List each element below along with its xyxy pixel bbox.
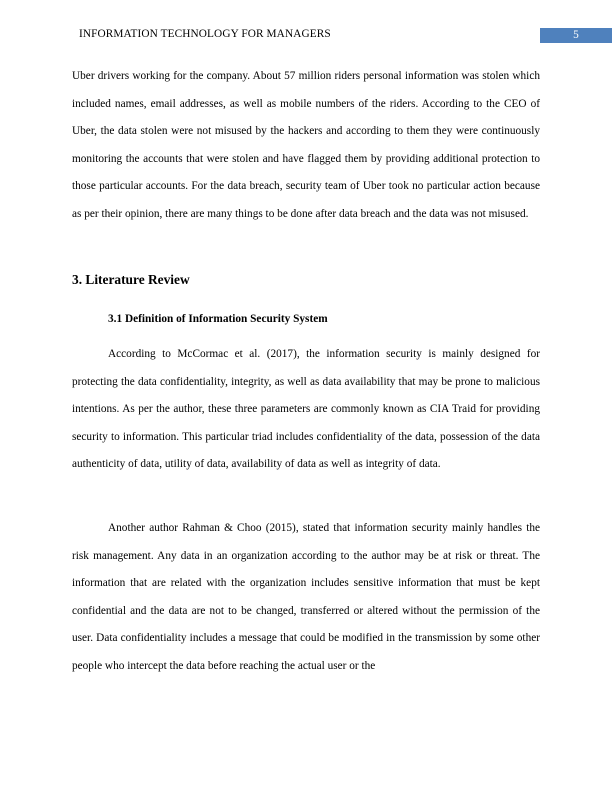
running-head: INFORMATION TECHNOLOGY FOR MANAGERS xyxy=(79,28,331,40)
subsection-heading: 3.1 Definition of Information Security System xyxy=(108,313,328,325)
section-heading: 3. Literature Review xyxy=(72,272,190,287)
body-paragraph-1: According to McCormac et al. (2017), the information security is mainly designed for protecting the data confidentiality, integrity, as well as data availability that may be prone to malicious intentions. As per the author, these three parameters are commonly known as CIA Traid for providing security to information. This particular triad includes confidentiality of the data, possession of the data authenticity of data, utility of data, availability of data as well as integrity of data. xyxy=(72,348,540,471)
continuation-paragraph: Uber drivers working for the company. About 57 million riders personal information was stolen which included names, email addresses, as well as mobile numbers of the riders. According to the CEO of Uber, the data stolen were not misused by the hackers and according to them they were continuously monitoring the accounts that were stolen and have flagged them by providing additional protection to those particular accounts. For the data breach, security team of Uber took no particular action because as per their opinion, there are many things to be done after data breach and the data was not misused. xyxy=(72,70,540,220)
body-paragraph-2: Another author Rahman & Choo (2015), stated that information security mainly handles the risk management. Any data in an organization according to the author may be at risk or threat. The information that are related with the organization includes sensitive information that must be kept confidential and the data are not to be changed, transferred or altered without the permission of the user. Data confidentiality includes a message that could be modified in the transmission by some other people who intercept the data before reaching the actual user or the xyxy=(72,522,540,672)
page-number: 5 xyxy=(540,28,612,43)
